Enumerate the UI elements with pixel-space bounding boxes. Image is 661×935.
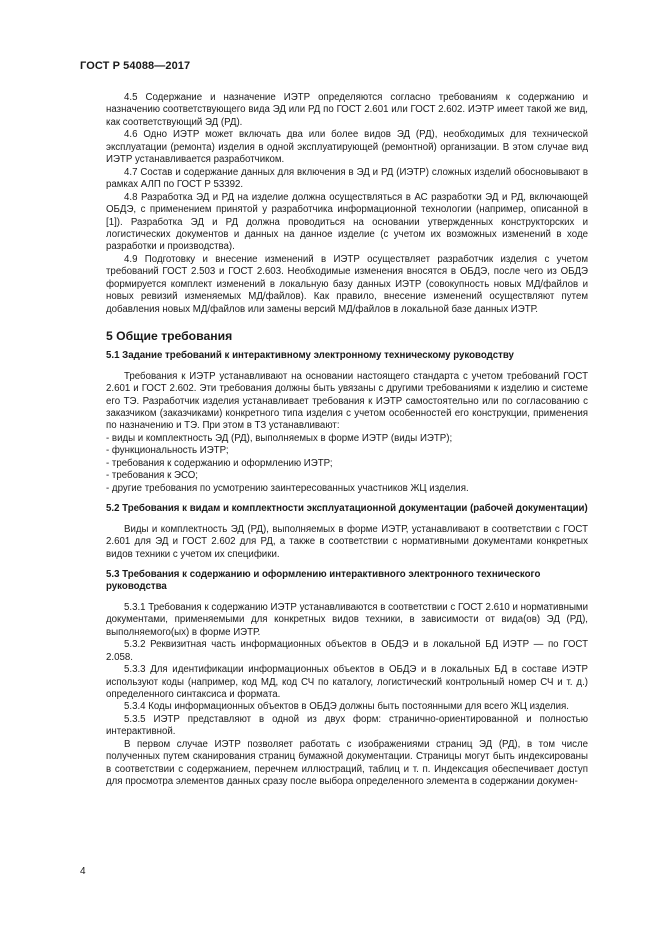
paragraph-4-6: 4.6 Одно ИЭТР может включать два или более видов ЭД (РД), необходимых для технической эксплуатации (ремонта) изделия в одной эксплуатирующей (ремонтной) организации. В этом случае вид ИЭТР устанавливается разработчиком. bbox=[106, 129, 588, 166]
document-body bbox=[106, 92, 588, 789]
list-item: - требования к ЭСО; bbox=[106, 470, 198, 482]
paragraph-5-3-1: 5.3.1 Требования к содержанию ИЭТР устанавливаются в соответствии с ГОСТ 2.610 и нормативными документами, применяемыми для конкретных видов техники, в зависимости от вида(ов) ЭД (РД), выполняемого(ых) в форме ИЭТР. bbox=[106, 601, 588, 638]
paragraph-4-8: 4.8 Разработка ЭД и РД на изделие должна осуществляться в АС разработки ЭД и РД, включающей ОБДЭ, с применением принятой у разработчика информационной технологии (например, описанной в [1]). Разработка ЭД и РД должна проводиться на основании утвержденных конструкторских и логистических документов и данных на данное изделие (с учетом их возможных изменений в ходе разработки и производства). bbox=[106, 191, 588, 253]
paragraph-5-3-2: 5.3.2 Реквизитная часть информационных объектов в ОБДЭ и в локальной БД ИЭТР — по ГОСТ 2.058. bbox=[106, 639, 588, 663]
list-item: - другие требования по усмотрению заинтересованных участников ЖЦ изделия. bbox=[106, 482, 469, 494]
subsection-5-1-title: 5.1 Задание требований к интерактивному электронному техническому руководству bbox=[106, 350, 514, 362]
paragraph-4-9: 4.9 Подготовку и внесение изменений в ИЭТР осуществляет разработчик изделия с учетом требований ГОСТ 2.503 и ГОСТ 2.603. Необходимые изменения вносятся в ОБДЭ, после чего из ОБДЭ формируется комплект изменений в локальную базу данных ИЭТР (совокупность новых МД/файлов и новых ревизий изменяемых МД/файлов). Как правило, внесение изменений осуществляют путем добавления новых МД/файлов или замены версий МД/файлов в локальной базе данных ИЭТР. bbox=[106, 253, 588, 315]
list-item: - функциональность ИЭТР; bbox=[106, 445, 229, 457]
paragraph-5-3-5-cont: В первом случае ИЭТР позволяет работать с изображениями страниц ЭД (РД), в том числе полученных путем сканирования страниц бумажной документации. Страницы могут быть индексированы в соответствии с содержанием, перечнем иллюстраций, таблиц и т. п. Индексация обеспечивает доступ для просмотра элементов данных сразу после выбора определенного элемента в содержании докумен- bbox=[106, 738, 588, 788]
subsection-5-3-title: 5.3 Требования к содержанию и оформлению интерактивного электронного технического руководства bbox=[106, 568, 541, 593]
document-header-code: ГОСТ Р 54088—2017 bbox=[80, 60, 191, 72]
paragraph-5-3-4: 5.3.4 Коды информационных объектов в ОБДЭ должны быть постоянными для всего ЖЦ изделия. bbox=[124, 701, 569, 713]
paragraph-4-5: 4.5 Содержание и назначение ИЭТР определяются согласно требованиям к содержанию и назначению соответствующего вида ЭД или РД по ГОСТ 2.601 или ГОСТ 2.602. ИЭТР имеет такой же вид, как соответствующий ЭД (РД). bbox=[106, 92, 588, 128]
paragraph-5-3-3: 5.3.3 Для идентификации информационных объектов в ОБДЭ и в локальных БД в составе ИЭТР используют коды (например, код МД, код СЧ по каталогу, логистический контрольный номер СЧ и т. д.) определенного синтаксиса и формата. bbox=[106, 664, 588, 701]
subsection-5-2-title: 5.2 Требования к видам и комплектности эксплуатационной документации (рабочей документации) bbox=[106, 503, 588, 515]
section-5-title: 5 Общие требования bbox=[106, 329, 233, 344]
list-item: - требования к содержанию и оформлению ИЭТР; bbox=[106, 457, 333, 469]
page-number: 4 bbox=[80, 866, 86, 877]
paragraph-5-3-5: 5.3.5 ИЭТР представляют в одной из двух форм: странично-ориентированной и полностью интерактивной. bbox=[106, 713, 588, 738]
paragraph-5-2: Виды и комплектность ЭД (РД), выполняемых в форме ИЭТР, устанавливают в соответствии с ГОСТ 2.601 для ЭД и ГОСТ 2.602 для РД, а также в соответствии с нормативными документами конкретных видов техники с учетом их специфики. bbox=[106, 523, 588, 560]
paragraph-5-1: Требования к ИЭТР устанавливают на основании настоящего стандарта с учетом требований ГОСТ 2.601 и ГОСТ 2.602. Эти требования должны быть увязаны с другими требованиями к изделию и системе его ТЭ. Разработчик изделия устанавливает требования к ИЭТР самостоятельно или по согласованию с заказчиком (заказчиками) конкретного типа изделия с учетом особенностей его конструкции, применения по назначению и ТЭ. При этом в ТЗ устанавливают: bbox=[106, 370, 588, 432]
list-item: - виды и комплектность ЭД (РД), выполняемых в форме ИЭТР (виды ИЭТР); bbox=[106, 432, 453, 444]
paragraph-4-7: 4.7 Состав и содержание данных для включения в ЭД и РД (ИЭТР) сложных изделий обосновывают в рамках АЛП по ГОСТ Р 53392. bbox=[106, 166, 588, 191]
